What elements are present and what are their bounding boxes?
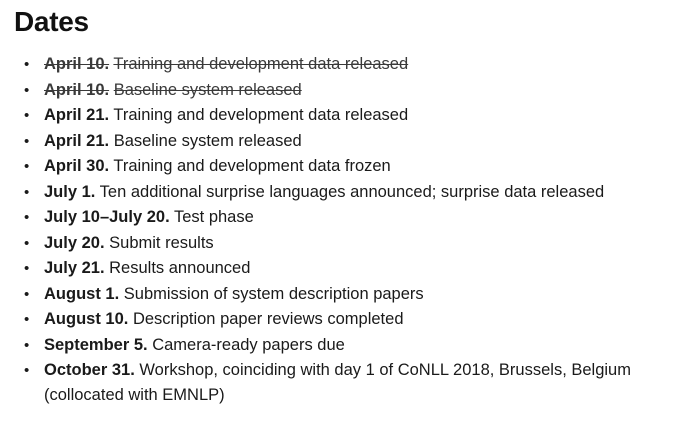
dates-list (14, 52, 677, 408)
date-label: April 10. (44, 80, 110, 99)
date-label: July 20. (44, 233, 105, 252)
date-label: April 30. (44, 157, 110, 175)
list-item (14, 282, 677, 307)
date-label: August 1. (44, 284, 120, 303)
date-label: April 21. (44, 106, 110, 124)
date-description: Submit results (109, 233, 214, 252)
list-item (14, 180, 677, 205)
date-description: Submission of system description papers (123, 284, 424, 303)
list-item (14, 231, 677, 256)
bullet-icon: • (24, 260, 30, 277)
date-description: Results announced (109, 259, 251, 277)
bullet-icon: • (24, 56, 30, 73)
date-description: Training and development data frozen (113, 157, 391, 175)
date-description: Description paper reviews completed (132, 310, 404, 328)
list-item (14, 358, 677, 408)
date-label: August 10. (44, 310, 129, 328)
date-description: Baseline system released (113, 80, 302, 99)
date-label: July 10–July 20. (44, 208, 170, 226)
date-label: July 1. (44, 182, 96, 201)
list-item (14, 333, 677, 358)
date-description: Ten additional surprise languages announced; surprise data released (99, 182, 605, 201)
list-item (14, 129, 677, 154)
date-label: July 21. (44, 259, 105, 277)
bullet-icon: • (24, 311, 30, 328)
bullet-icon: • (24, 81, 30, 99)
list-item (14, 103, 677, 128)
date-label: April 10. (44, 55, 110, 73)
list-item (14, 256, 677, 281)
date-description: Test phase (173, 208, 254, 226)
bullet-icon: • (24, 132, 30, 150)
date-description: Camera-ready papers due (152, 335, 345, 354)
bullet-icon: • (24, 107, 30, 124)
date-description: Training and development data released (113, 106, 409, 124)
bullet-icon: • (24, 336, 30, 354)
bullet-icon: • (24, 234, 30, 252)
date-description: Training and development data released (113, 55, 409, 73)
bullet-icon: • (24, 285, 30, 303)
list-item (14, 78, 677, 103)
page-title: Dates (14, 6, 89, 37)
bullet-icon: • (24, 158, 30, 175)
date-label: April 21. (44, 131, 110, 150)
list-item (14, 154, 677, 179)
date-description: Workshop, coinciding with day 1 of CoNLL 2018, Brussels, Belgium (collocated with EMNLP) (44, 361, 631, 404)
bullet-icon: • (24, 183, 30, 201)
bullet-icon: • (24, 209, 30, 226)
list-item (14, 205, 677, 230)
bullet-icon: • (24, 362, 30, 379)
date-description: Baseline system released (113, 131, 302, 150)
date-label: September 5. (44, 335, 148, 354)
list-item (14, 307, 677, 332)
list-item (14, 52, 677, 77)
date-label: October 31. (44, 361, 135, 379)
